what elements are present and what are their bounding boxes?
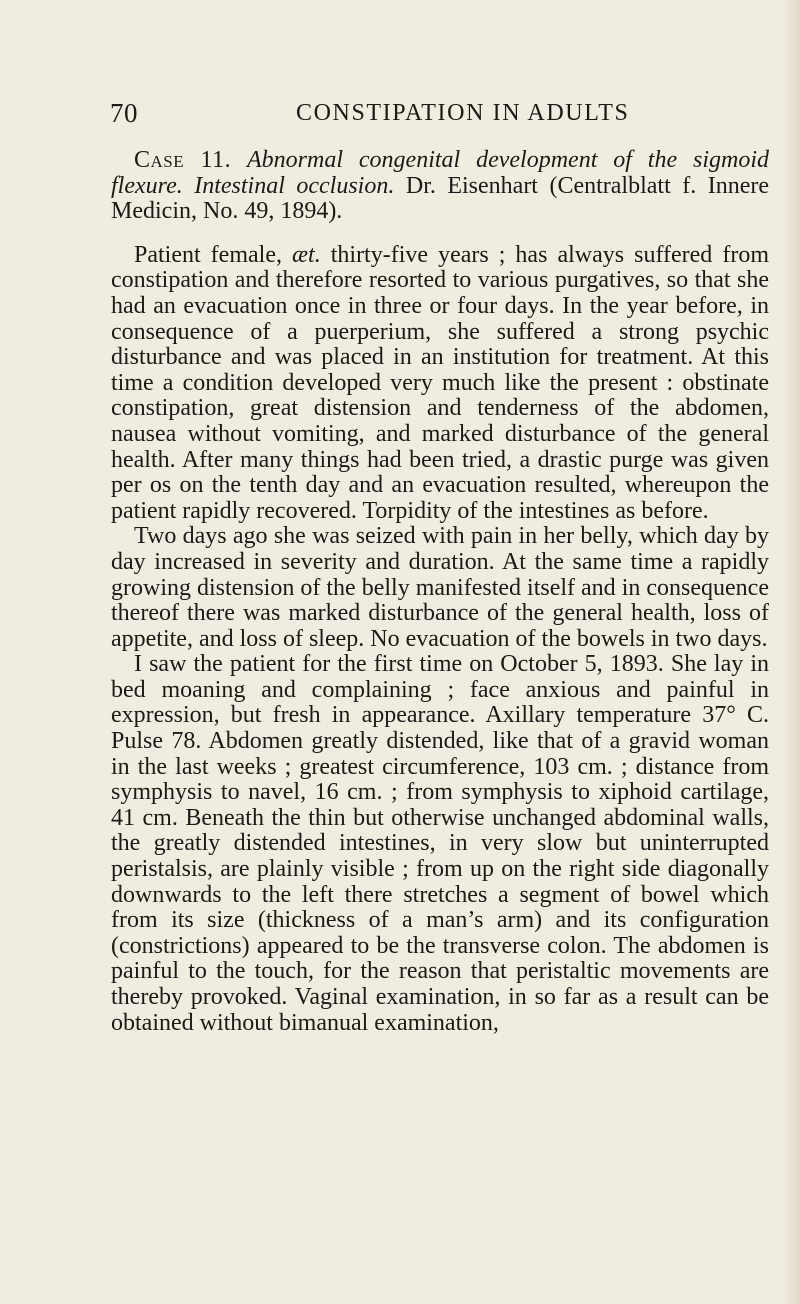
case-heading: [111, 148, 769, 225]
page-number: 70: [110, 98, 138, 128]
paragraph-3: I saw the patient for the first time on October 5, 1893. She lay in bed moaning and complaining ; face anxious and painful in expression, but fresh in appearance. Axillary temperature 37° C. Pulse 78. Abdomen greatly distended, like that of a gravid woman in the last weeks ; greatest circumference, 103 cm. ; distance from symphysis to navel, 16 cm. ; from symphysis to xiphoid cartilage, 41 cm. Beneath the thin but otherwise unchanged abdominal walls, the greatly distended intestines, in very slow but uninterrupted peristalsis, are plainly visible ; from up on the right side diagonally downwards to the left there stretches a segment of bowel which from its size (thickness of a man’s arm) and its configuration (constrictions) appeared to be the transverse colon. The abdomen is painful to the touch, for the reason that peristaltic movements are thereby provoked. Vaginal examination, in so far as a result can be obtained without bimanual examination,: [111, 651, 769, 1036]
page-header: [110, 98, 760, 138]
running-head: CONSTIPATION IN ADULTS: [296, 100, 630, 126]
case-citation: Dr. Eisenhart (Centralblatt f. Innere Medicin, No. 49, 1894).: [111, 172, 770, 225]
case-title: Abnormal congenital development of the sigmoid flexure. Intestinal occlusion.: [111, 147, 770, 199]
body-text: [111, 148, 769, 1036]
paragraph-1: [111, 243, 769, 525]
paragraph-1-rest: thirty-five years ; has always suffered from constipation and therefore resorted to various purgatives, so that she had an evacuation once in three or four days. In the year before, in consequence of a puerperium, she suffered a strong psychic disturbance and was placed in an institution for treatment. At this time a condition developed very much like the present : obstinate constipation, great distension and tenderness of the abdomen, nausea without vomiting, and marked disturbance of the general health. After many things had been tried, a drastic purge was given per os on the tenth day and an evacuation resulted, whereupon the patient rapidly recovered. Torpidity of the intestines as before.: [111, 241, 769, 524]
paragraph-1-aet: æt.: [292, 241, 321, 268]
page-edge-shadow: [784, 0, 800, 1304]
paragraph-1-start: Patient female,: [134, 241, 293, 268]
paragraph-2: Two days ago she was seized with pain in her belly, which day by day increased in severity and duration. At the same time a rapidly growing distension of the belly manifested itself and in consequence thereof there was marked disturbance of the general health, loss of appetite, and loss of sleep. No evacuation of the bowels in two days.: [111, 523, 769, 652]
case-label: Case 11.: [134, 147, 232, 173]
